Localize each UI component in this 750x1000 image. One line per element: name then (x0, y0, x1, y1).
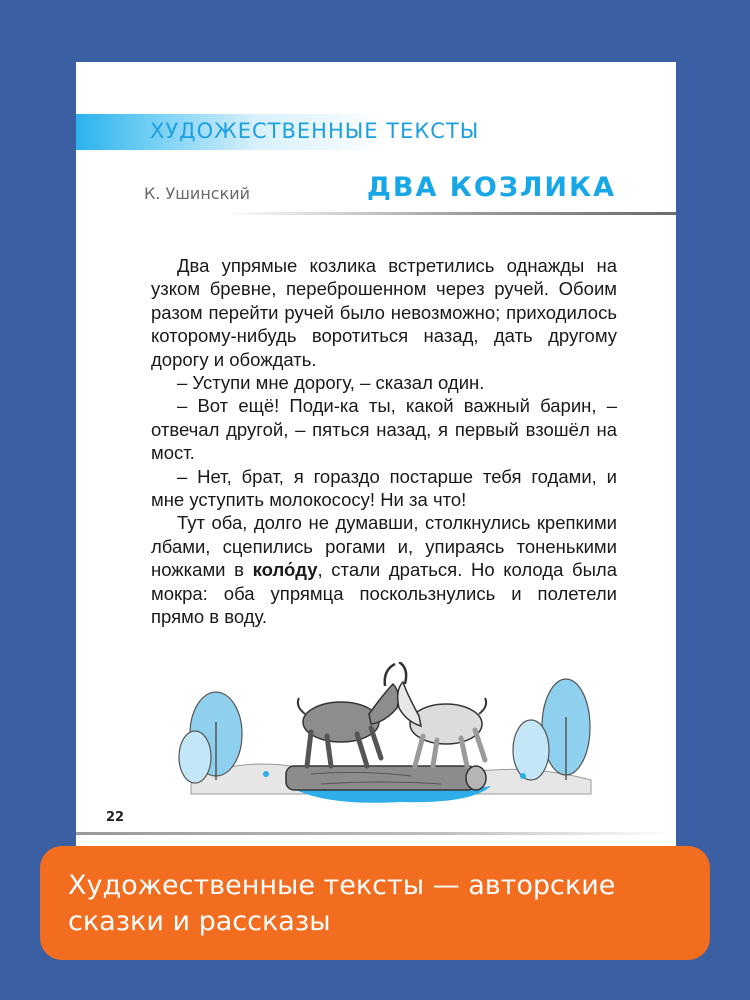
log (286, 766, 486, 790)
caption-text: Художественные тексты — авторские сказки и рассказы (68, 870, 616, 937)
text-fragment: , стали драться. Но колода была мокра: оба упрямца поскользнулись и полетели прямо в воду. (151, 559, 617, 628)
story-title: ДВА КОЗЛИКА (366, 172, 616, 203)
author-name: К. Ушинский (144, 184, 251, 203)
stressed-word: коло́ду (252, 559, 318, 581)
title-divider (226, 212, 676, 215)
right-goat (398, 662, 486, 766)
footer-divider (76, 832, 676, 835)
story-text (151, 254, 617, 629)
paragraph: – Нет, брат, я гораздо постарше тебя годами, и мне уступить молокососу! Ни за что! (151, 465, 617, 511)
goats-illustration (171, 662, 611, 812)
right-bush (513, 679, 590, 780)
text-fragment: Тут оба, долго не думавши, столкнулись крепкими лбами, сцепились рогами и, упираясь тоненькими ножками в (151, 512, 617, 581)
section-title: ХУДОЖЕСТВЕННЫЕ ТЕКСТЫ (150, 119, 480, 143)
paragraph: – Вот ещё! Поди-ка ты, какой важный барин, – отвечал другой, – пяться назад, я первый взошёл на мост. (151, 395, 617, 464)
caption-banner (40, 846, 710, 960)
left-goat (298, 664, 398, 766)
paragraph: Два упрямые козлика встретились однажды на узком бревне, переброшенном через ручей. Обоим разом перейти ручей было невозможно; приходилось которому-нибудь воротиться назад, дать другому дорогу и обождать. (151, 255, 617, 370)
paragraph: – Уступи мне дорогу, – сказал один. (177, 372, 485, 394)
page-number: 22 (106, 810, 125, 825)
book-page (76, 62, 676, 862)
paragraph-last (151, 511, 617, 628)
